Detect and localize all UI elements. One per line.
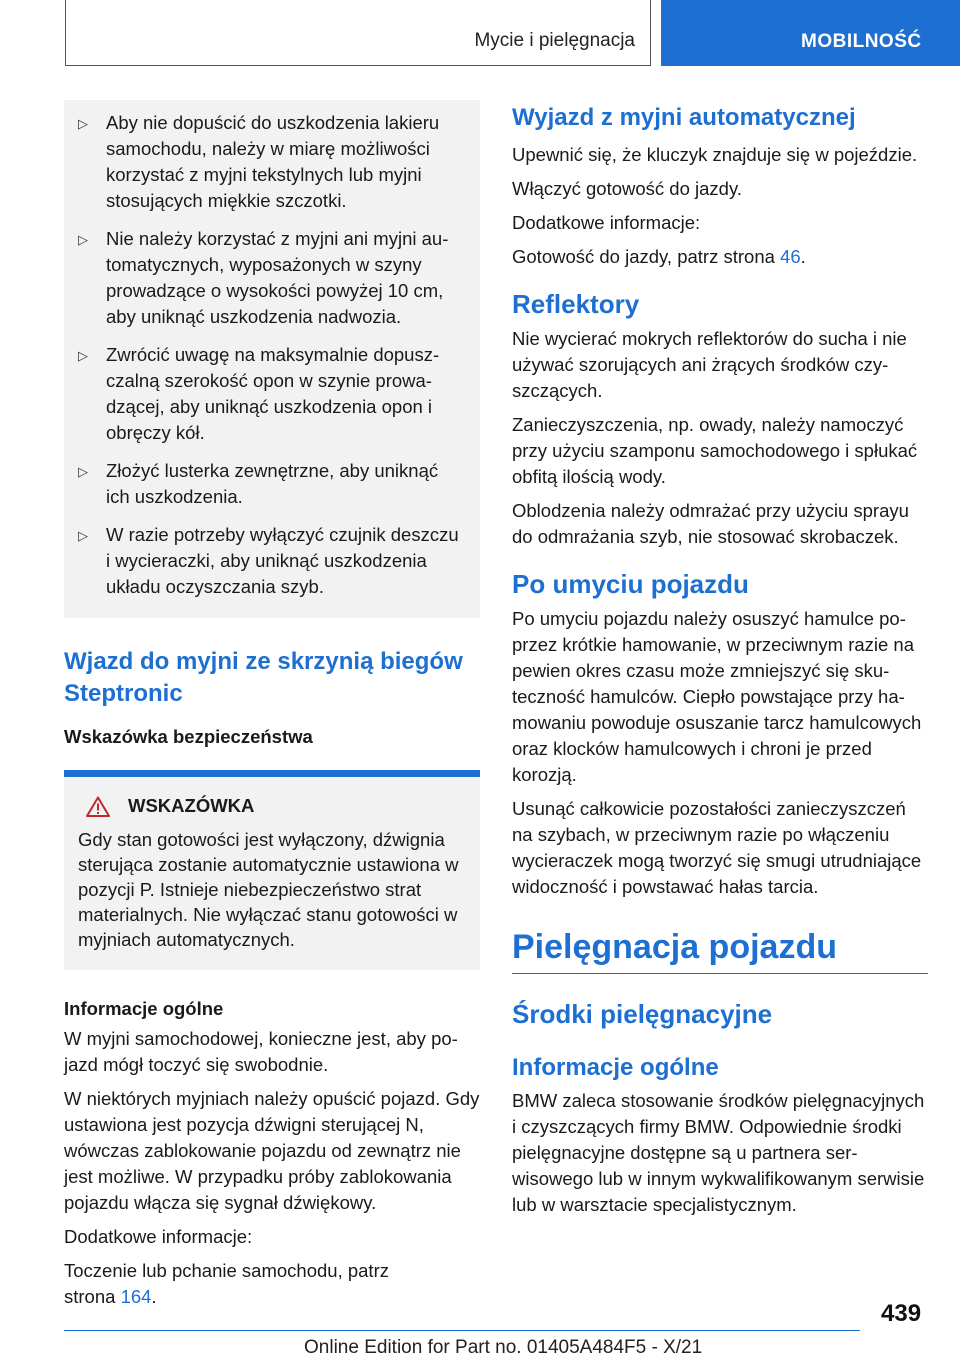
- list-item: ▷ Zwrócić uwagę na maksymalnie dopuszczalną szerokość opon w szynie prowadzącej, aby uniknąć uszkodzenia opon i obręczy kół.: [78, 342, 466, 446]
- agents-heading: Środki pielęgnacyjne: [512, 999, 773, 1029]
- paragraph: W niektórych myjniach należy opuścić pojazd. Gdy ustawiona jest pozycja dźwigni sterującej N, wówczas zablokowanie pojazdu od zewnątrz nie jest możliwe. W przypadku próby zablokowania pojazdu włącza się sygnał dźwiękowy.: [64, 1088, 480, 1213]
- paragraph: Toczenie lub pchanie samochodu, patrz strona 164.: [64, 1260, 389, 1307]
- paragraph: Gotowość do jazdy, patrz strona 46.: [512, 246, 806, 267]
- exit-heading: Wyjazd z myjni automatycznej: [512, 104, 856, 131]
- care-title-block: [512, 928, 928, 974]
- bullet-box: [64, 100, 480, 618]
- after-wash-heading: Po umyciu pojazdu: [512, 569, 749, 599]
- right-column: [512, 100, 928, 1226]
- page-link[interactable]: 46: [780, 246, 801, 267]
- paragraph: Upewnić się, że kluczyk znajduje się w pojeździe.: [512, 144, 918, 165]
- list-item: ▷ W razie potrzeby wyłączyć czujnik deszczu i wycieraczki, aby uniknąć uszkodzenia układu oczyszczania szyb.: [78, 522, 466, 600]
- bullet-triangle-icon: ▷: [78, 528, 88, 543]
- warning-box: [64, 770, 480, 970]
- steptronic-heading: Wjazd do myjni ze skrzynią biegów Steptronic: [64, 648, 463, 707]
- page-link[interactable]: 164: [120, 1286, 152, 1307]
- paragraph: W myjni samochodowej, konieczne jest, aby pojazd mógł toczyć się swobodnie.: [64, 1028, 458, 1075]
- list-item: ▷ Złożyć lusterka zewnętrzne, aby uniknąć ich uszkodzenia.: [78, 458, 466, 510]
- list-item: ▷ Nie należy korzystać z myjni ani myjni automatycznych, wyposażonych w szyny prowadzące o wysokości powyżej 10 cm, aby uniknąć uszkodzenia nadwozia.: [78, 226, 466, 330]
- page-number: 439: [881, 1300, 922, 1327]
- left-column: [64, 100, 480, 1318]
- chapter-tab[interactable]: [661, 0, 960, 66]
- lights-heading: Reflektory: [512, 289, 640, 319]
- agents-subheading: Informacje ogólne: [512, 1054, 719, 1081]
- paragraph: Nie wycierać mokrych reflektorów do sucha i nie używać szorujących ani żrących środków czyszczących.: [512, 328, 907, 401]
- bullet-triangle-icon: ▷: [78, 348, 88, 363]
- section-title: Mycie i pielęgnacja: [474, 30, 635, 51]
- list-item: ▷ Aby nie dopuścić do uszkodzenia lakieru samochodu, należy w miarę możliwości korzystać z myjni tekstylnych lub myjni stosujących miękkie szczotki.: [78, 110, 466, 214]
- warning-title-text: WSKAZÓWKA: [128, 795, 255, 816]
- paragraph: Usunąć całkowicie pozostałości zanieczyszczeń na szybach, w przeciwnym razie po włączeniu wycieraczek mogą tworzyć się smugi utrudniające widoczność i powstawać hałas tarcia.: [512, 798, 922, 897]
- page-header: [0, 0, 960, 66]
- safety-subheading: Wskazówka bezpieczeństwa: [64, 726, 313, 747]
- paragraph: Oblodzenia należy odmrażać przy użyciu sprayu do odmrażania szyb, nie stosować skrobaczek.: [512, 500, 909, 547]
- bullet-triangle-icon: ▷: [78, 232, 88, 247]
- footer-divider: [64, 1330, 860, 1331]
- paragraph: Dodatkowe informacje:: [512, 212, 701, 233]
- paragraph: Dodatkowe informacje:: [64, 1226, 253, 1247]
- general-info-subheading: Informacje ogólne: [64, 998, 224, 1019]
- warning-title: [78, 795, 466, 817]
- paragraph: Zanieczyszczenia, np. owady, należy namoczyć przy użyciu szamponu samochodowego i spłukać obfitą ilością wody.: [512, 414, 918, 487]
- bullet-triangle-icon: ▷: [78, 116, 88, 131]
- footer-text: Online Edition for Part no. 01405A484F5 - X/21: [304, 1337, 703, 1358]
- warning-text: Gdy stan gotowości jest wyłączony, dźwignia sterująca zostanie automatycznie ustawiona w pozycji P. Istnieje niebezpieczeństwo strat materialnych. Nie wyłączać stanu gotowości w myjniach automatycznych.: [78, 829, 459, 950]
- bullet-triangle-icon: ▷: [78, 464, 88, 479]
- paragraph: Po umyciu pojazdu należy osuszyć hamulce poprzez krótkie hamowanie, w przeciwnym razie na pewien okres czasu może zmniejszyć się skuteczność hamulców. Ciepło powstające przy hamowaniu powoduje osuszanie tarcz hamulcowych oraz klocków hamulcowych i chroni je przed korozją.: [512, 608, 922, 785]
- warning-triangle-icon: [86, 796, 110, 817]
- care-title: Pielęgnacja pojazdu: [512, 928, 837, 966]
- paragraph: Włączyć gotowość do jazdy.: [512, 178, 742, 199]
- paragraph: BMW zaleca stosowanie środków pielęgnacyjnych i czyszczących firmy BMW. Odpowiednie środki pielęgnacyjne dostępne są u partnera serwisowego lub w innym wykwalifikowanym serwisie lub w warsztacie specjalistycznym.: [512, 1090, 925, 1215]
- chapter-tab-label: MOBILNOŚĆ: [801, 31, 922, 52]
